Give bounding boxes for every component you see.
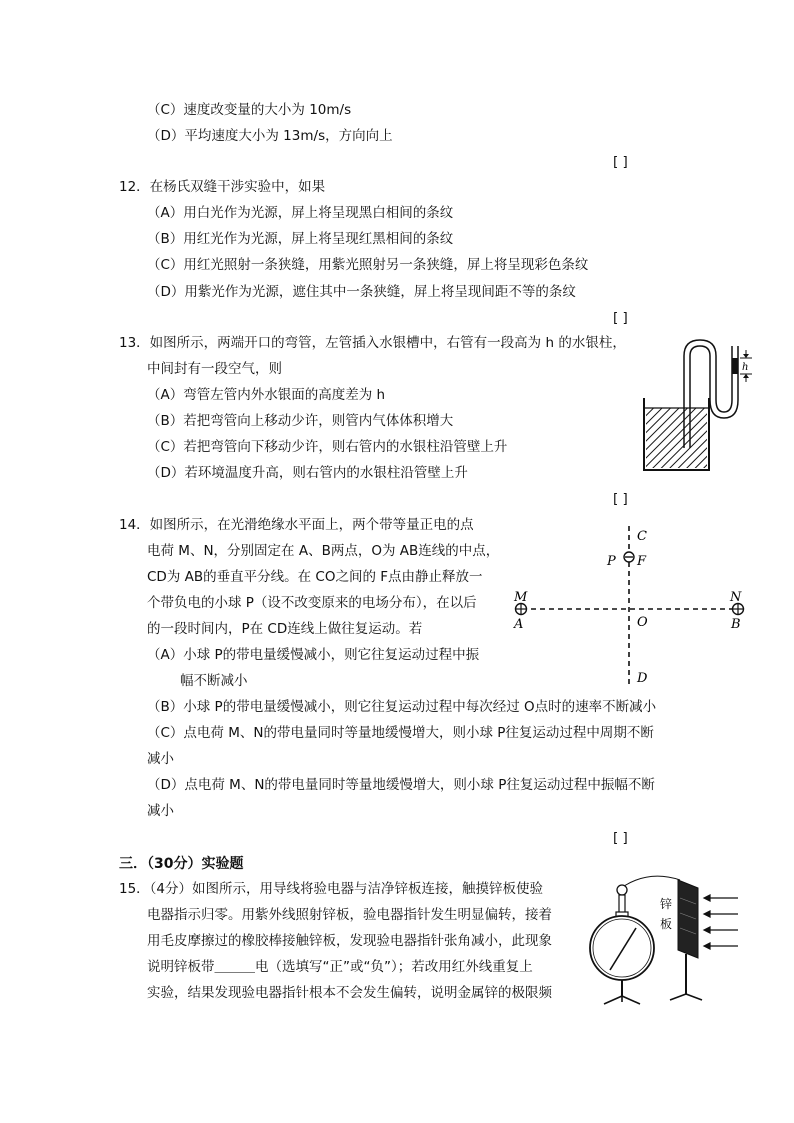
q11-option-c: （C）速度改变量的大小为 10m/s — [147, 102, 352, 118]
q13-option-c: （C）若把弯管向下移动少许，则右管内的水银柱沿管壁上升 — [147, 439, 508, 455]
q15-line4: 说明锌板带＿＿＿电（选填写“正”或“负”）；若改用红外线重复上 — [147, 959, 533, 975]
electroscope-knob — [617, 885, 627, 895]
uv-arrows-icon — [704, 895, 738, 949]
mercury-in-trough — [646, 408, 707, 468]
label-o: O — [637, 615, 648, 630]
section-3-title: 三．（30分）实验题 — [119, 856, 244, 872]
q12-option-d: （D）用紫光作为光源，遮住其中一条狭缝，屏上将呈现间距不等的条纹 — [147, 284, 576, 300]
q12-option-b: （B）用红光作为光源，屏上将呈现红黑相间的条纹 — [147, 231, 454, 247]
q14-option-b: （B）小球 P的带电量缓慢减小，则它往复运动过程中每次经过 O点时的速率不断减小 — [147, 699, 657, 715]
label-m: M — [514, 590, 528, 605]
q14-option-a-line2: 幅不断减小 — [180, 673, 248, 689]
zinc-plate — [678, 880, 698, 958]
q13-option-b: （B）若把弯管向上移动少许，则管内气体体积增大 — [147, 413, 454, 429]
q14-option-a-line1: （A）小球 P的带电量缓慢减小，则它往复运动过程中振 — [147, 647, 480, 663]
q13-answer-bracket: [ ] — [613, 491, 628, 507]
label-b: B — [731, 617, 741, 632]
q14-stem-line2: 电荷 M、N，分别固定在 A、B两点，O为 AB连线的中点， — [147, 543, 500, 559]
q13-stem-line1: 13．如图所示，两端开口的弯管，左管插入水银槽中，右管有一段高为 h 的水银柱， — [119, 335, 626, 351]
label-zinc-1: 锌 — [660, 897, 673, 911]
q12-option-c: （C）用红光照射一条狭缝，用紫光照射另一条狭缝，屏上将呈现彩色条纹 — [147, 257, 589, 273]
q15-line3: 用毛皮摩擦过的橡胶棒接触锌板，发现验电器指针张角减小，此现象 — [147, 933, 552, 949]
q14-option-c-line2: 减小 — [147, 751, 174, 767]
q13-option-a: （A）弯管左管内外水银面的高度差为 h — [147, 387, 386, 403]
q13-u-tube-figure — [640, 336, 760, 476]
q14-option-d-line1: （D）点电荷 M、N的带电量同时等量地缓慢增大，则小球 P往复运动过程中振幅不断 — [147, 777, 655, 793]
q14-option-c-line1: （C）点电荷 M、N的带电量同时等量地缓慢增大，则小球 P往复运动过程中周期不断 — [147, 725, 654, 741]
q12-option-a: （A）用白光作为光源，屏上将呈现黑白相间的条纹 — [147, 205, 454, 221]
q15-electroscope-figure — [580, 868, 750, 1008]
q12-stem: 12．在杨氏双缝干涉实验中，如果 — [119, 179, 326, 195]
mercury-column — [732, 358, 738, 374]
q11-option-d: （D）平均速度大小为 13m/s，方向向上 — [147, 128, 393, 144]
q15-line1: 15．（4分）如图所示，用导线将验电器与洁净锌板连接，触摸锌板使验 — [119, 881, 544, 897]
q11-answer-bracket: [ ] — [613, 154, 628, 170]
q14-stem-line1: 14．如图所示，在光滑绝缘水平面上，两个带等量正电的点 — [119, 517, 474, 533]
q13-stem-line2: 中间封有一段空气，则 — [147, 361, 282, 377]
label-zinc-2: 板 — [660, 917, 673, 931]
q14-answer-bracket: [ ] — [613, 830, 628, 846]
q15-line5: 实验，结果发现验电器指针根本不会发生偏转，说明金属锌的极限频 — [147, 985, 552, 1001]
label-f: F — [637, 554, 647, 569]
label-h: h — [742, 362, 749, 373]
charge-n-icon — [733, 604, 744, 615]
q14-stem-line5: 的一段时间内，P在 CD连线上做往复运动。若 — [147, 621, 423, 637]
charge-m-icon — [516, 604, 527, 615]
label-c: C — [637, 529, 647, 544]
label-d: D — [637, 671, 648, 686]
q12-answer-bracket: [ ] — [613, 310, 628, 326]
connecting-wire — [624, 876, 680, 886]
label-n: N — [730, 590, 742, 605]
ball-p-icon — [624, 552, 634, 562]
q14-stem-line3: CD为 AB的垂直平分线。在 CO之间的 F点由静止释放一 — [147, 569, 483, 585]
q13-option-d: （D）若环境温度升高，则右管内的水银柱沿管壁上升 — [147, 465, 468, 481]
q14-stem-line4: 个带负电的小球 P（设不改变原来的电场分布），在以后 — [147, 595, 477, 611]
label-a: A — [514, 617, 524, 632]
q15-line2: 电器指示归零。用紫外线照射锌板，验电器指针发生明显偏转，接着 — [147, 907, 552, 923]
label-p: P — [607, 554, 616, 569]
q14-option-d-line2: 减小 — [147, 803, 174, 819]
q14-charge-figure — [500, 522, 770, 692]
electroscope-case — [590, 916, 654, 980]
